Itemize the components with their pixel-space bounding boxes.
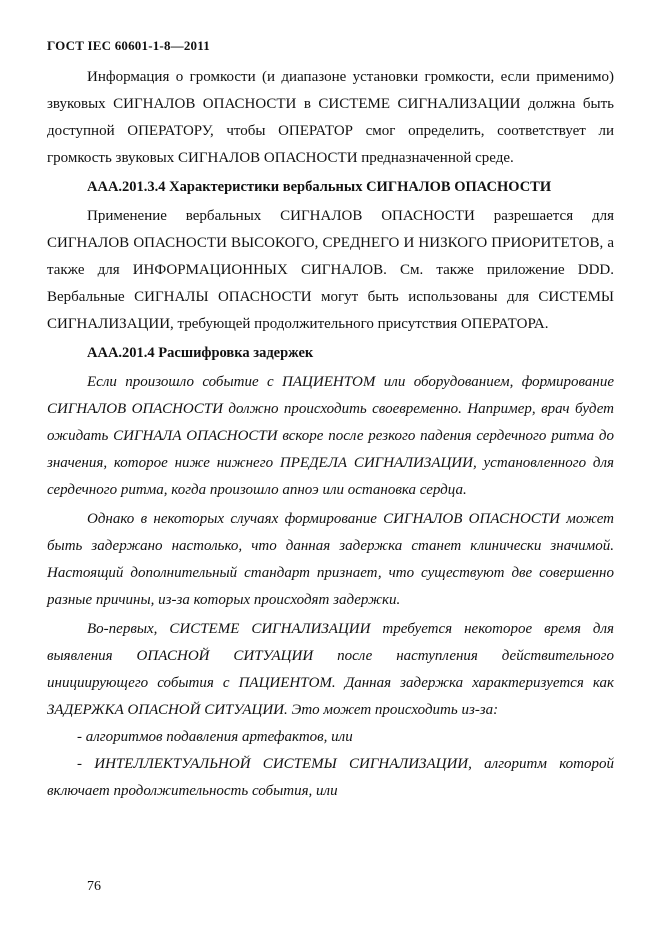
section-heading-delays: ААА.201.4 Расшифровка задержек	[87, 345, 314, 361]
paragraph-volume-info: Информация о громкости (и диапазоне установки громкости, если применимо) звуковых СИГНАЛОВ ОПАСНОСТИ в СИСТЕМЕ СИГНАЛИЗАЦИИ должна быть доступной ОПЕРАТОРУ, чтобы ОПЕРАТОР смог определить, соответствует ли громкость звуковых СИГНАЛОВ ОПАСНОСТИ предназначенной среде.	[47, 69, 614, 166]
paragraph-delays-intro: Если произошло событие с ПАЦИЕНТОМ или оборудованием, формирование СИГНАЛОВ ОПАСНОСТИ должно происходить своевременно. Например, врач будет ожидать СИГНАЛА ОПАСНОСТИ вскоре после резкого падения сердечного ритма до значения, которое ниже нижнего ПРЕДЕЛА СИГНАЛИЗАЦИИ, установленного для сердечного ритма, когда произошло апноэ или остановка сердца.	[47, 374, 614, 498]
list-item-artifact-suppression: - алгоритмов подавления артефактов, или	[77, 729, 353, 745]
document-header: ГОСТ IEC 60601-1-8—2011	[47, 38, 210, 53]
section-heading-verbal-signals: ААА.201.3.4 Характеристики вербальных СИГНАЛОВ ОПАСНОСТИ	[87, 179, 552, 195]
paragraph-delays-significance: Однако в некоторых случаях формирование СИГНАЛОВ ОПАСНОСТИ может быть задержано настолько, что данная задержка станет клинически значимой. Настоящий дополнительный стандарт признает, что существуют две совершенно разные причины, из-за которых происходят задержки.	[47, 511, 614, 608]
paragraph-verbal-signals: Применение вербальных СИГНАЛОВ ОПАСНОСТИ разрешается для СИГНАЛОВ ОПАСНОСТИ ВЫСОКОГО, СРЕДНЕГО И НИЗКОГО ПРИОРИТЕТОВ, а также для ИНФОРМАЦИОННЫХ СИГНАЛОВ. См. также приложение DDD. Вербальные СИГНАЛЫ ОПАСНОСТИ могут быть использованы для СИСТЕМЫ СИГНАЛИЗАЦИИ, требующей продолжительного присутствия ОПЕРАТОРА.	[47, 208, 614, 332]
paragraph-alarm-condition-delay: Во-первых, СИСТЕМЕ СИГНАЛИЗАЦИИ требуется некоторое время для выявления ОПАСНОЙ СИТУАЦИИ после наступления действительного инициирующего события с ПАЦИЕНТОМ. Данная задержка характеризуется как ЗАДЕРЖКА ОПАСНОЙ СИТУАЦИИ. Это может происходить из-за:	[47, 621, 614, 718]
document-body	[47, 64, 614, 805]
page-number: 76	[87, 879, 101, 894]
list-item-smart-alarm-system: - ИНТЕЛЛЕКТУАЛЬНОЙ СИСТЕМЫ СИГНАЛИЗАЦИИ, алгоритм которой включает продолжительность события, или	[47, 756, 614, 799]
